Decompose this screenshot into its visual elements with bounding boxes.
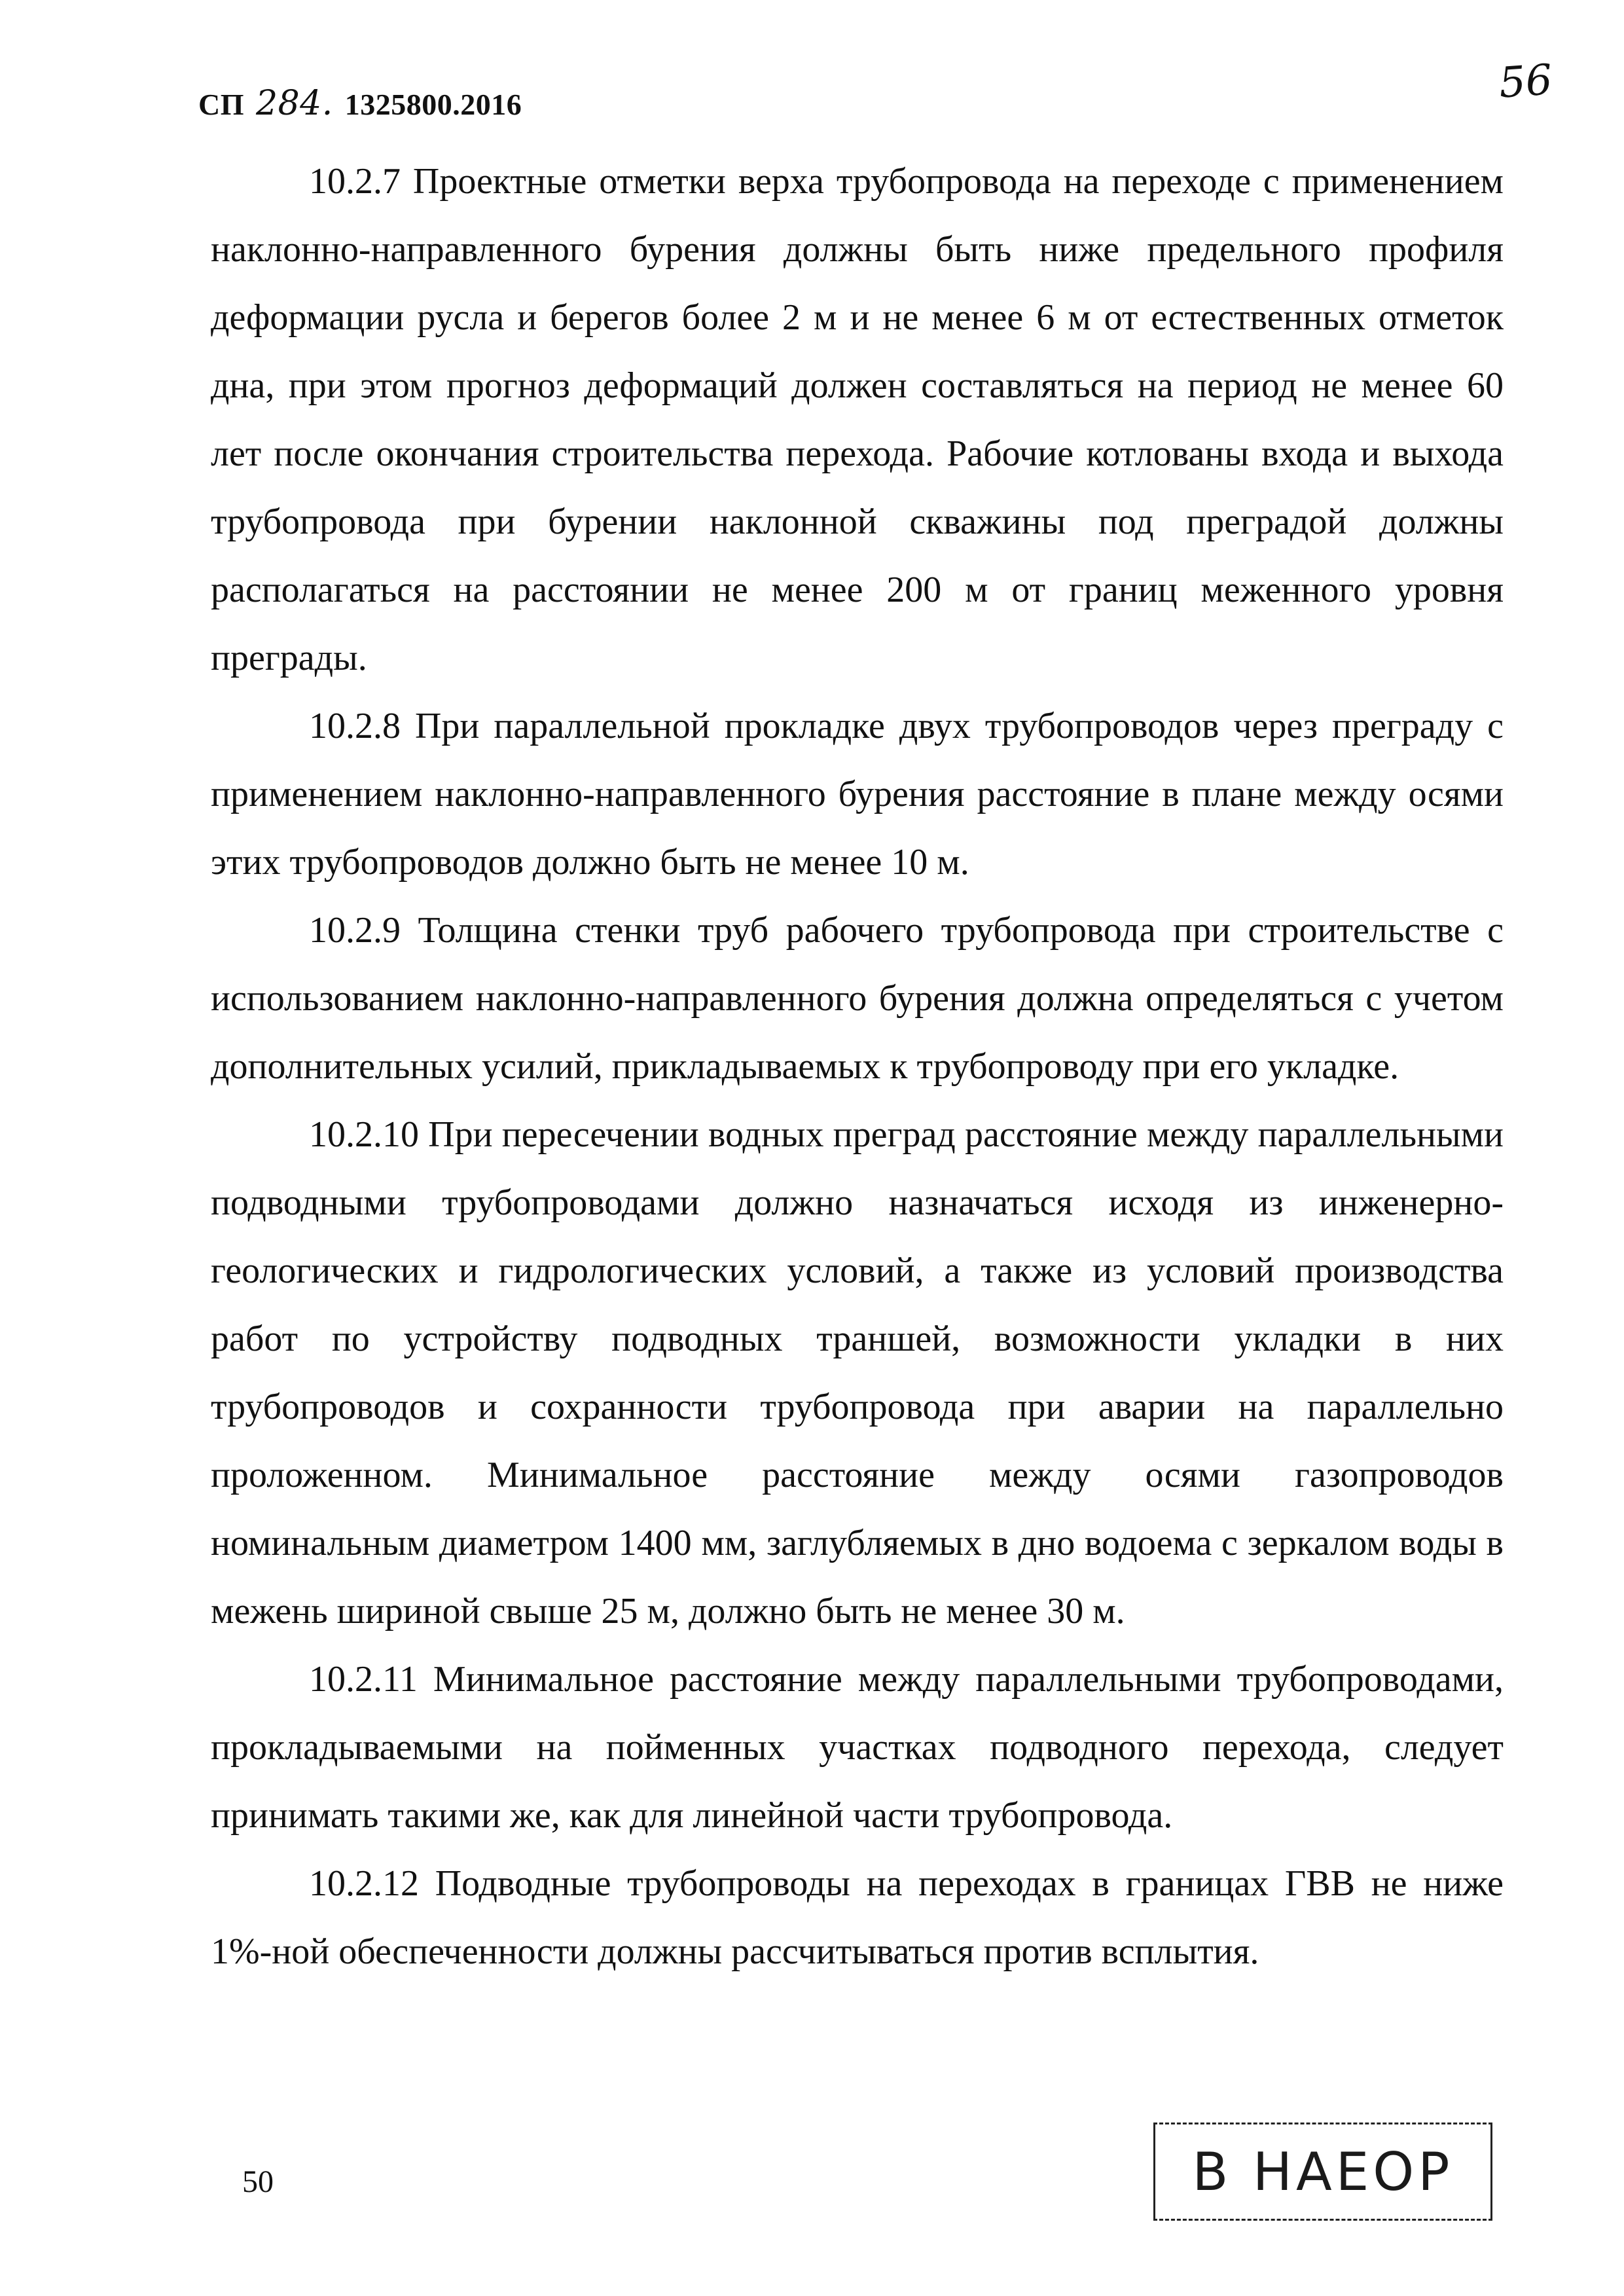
handwritten-sheet-number: 56 [1497,56,1554,108]
paragraph-10-2-9: 10.2.9 Толщина стенки труб рабочего трубопровода при строительстве с использованием наклонно-направленного бурения должна определяться с учетом дополнительных усилий, прикладываемых к трубопроводу при его укладке. [211,910,1504,1087]
paragraph-10-2-11: 10.2.11 Минимальное расстояние между параллельными трубопроводами, прокладываемыми на пойменных участках подводного перехода, следует принимать такими же, как для линейной части трубопровода. [211,1659,1504,1836]
header-code: 1325800.2016 [344,88,522,121]
paragraph-10-2-8: 10.2.8 При параллельной прокладке двух трубопроводов через преграду с применением наклонно-направленного бурения расстояние в плане между осями этих трубопроводов должно быть не менее 10 м. [211,706,1504,883]
document-header [198,84,522,123]
handwritten-standard-number: 284. [256,84,333,123]
stamp: В НАЕОР [1153,2123,1492,2221]
paragraph-10-2-7: 10.2.7 Проектные отметки верха трубопровода на переходе с применением наклонно-направленного бурения должны быть ниже предельного профиля деформации русла и берегов более 2 м и не менее 6 м от естественных отметок дна, при этом прогноз деформаций должен составляться на период не менее 60 лет после окончания строительства перехода. Рабочие котлованы входа и выхода трубопровода при бурении наклонной скважины под преградой должны располагаться на расстоянии не менее 200 м от границ меженного уровня преграды. [211,161,1504,678]
document-body [211,147,1504,1986]
page-number: 50 [242,2164,274,2199]
paragraph-10-2-12: 10.2.12 Подводные трубопроводы на переходах в границах ГВВ не ниже 1%-ной обеспеченности должны рассчитываться против всплытия. [211,1863,1504,1972]
paragraph-10-2-10: 10.2.10 При пересечении водных преград расстояние между параллельными подводными трубопроводами должно назначаться исходя из инженерно-геологических и гидрологических условий, а также из условий производства работ по устройству подводных траншей, возможности укладки в них трубопроводов и сохранности трубопровода при аварии на параллельно проложенном. Минимальное расстояние между осями газопроводов номинальным диаметром 1400 мм, заглубляемых в дно водоема с зеркалом воды в межень шириной свыше 25 м, должно быть не менее 30 м. [211,1114,1504,1631]
header-prefix: СП [198,88,244,121]
